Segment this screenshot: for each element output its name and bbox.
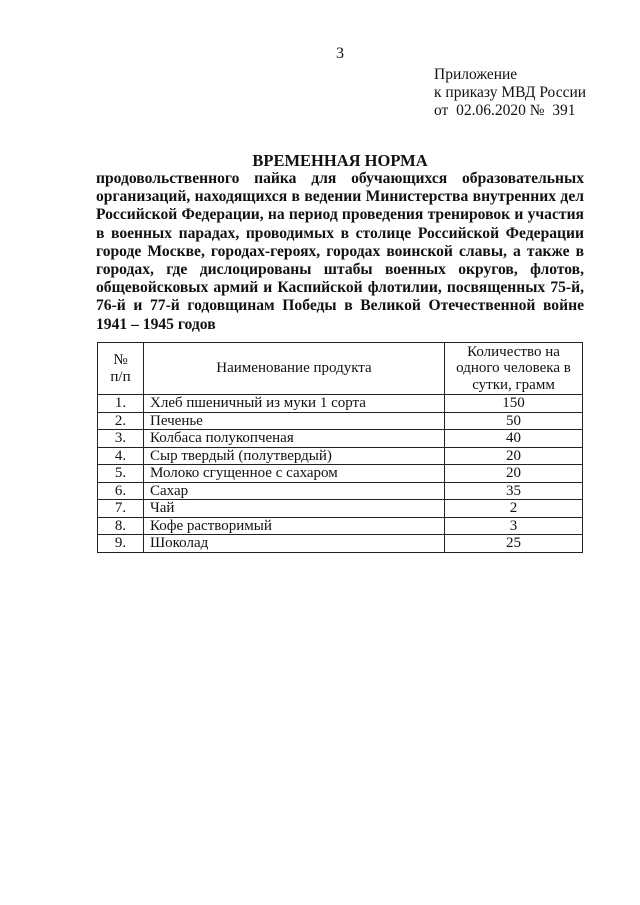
table-row — [98, 482, 583, 500]
table-row — [98, 395, 583, 413]
appendix-line-2: к приказу МВД России — [434, 84, 587, 101]
row-num: 6. — [98, 482, 144, 500]
header-name: Наименование продукта — [144, 343, 445, 395]
table-header-row — [98, 343, 583, 395]
document-subtitle — [96, 170, 584, 334]
row-name: Хлеб пшеничный из муки 1 сорта — [144, 395, 445, 413]
table-row — [98, 447, 583, 465]
row-qty: 20 — [445, 447, 583, 465]
row-num: 5. — [98, 465, 144, 483]
subtitle-last-line: 1941 – 1945 годов — [96, 315, 216, 333]
row-num: 9. — [98, 535, 144, 553]
header-qty: Количество на одного человека в сутки, грамм — [445, 343, 583, 395]
document-title: ВРЕМЕННАЯ НОРМА — [252, 151, 428, 170]
page-number: 3 — [336, 45, 344, 62]
row-name: Молоко сгущенное с сахаром — [144, 465, 445, 483]
row-qty: 2 — [445, 500, 583, 518]
row-name: Сыр твердый (полутвердый) — [144, 447, 445, 465]
row-qty: 20 — [445, 465, 583, 483]
row-qty: 40 — [445, 430, 583, 448]
table-row — [98, 465, 583, 483]
row-num: 1. — [98, 395, 144, 413]
appendix-line-1: Приложение — [434, 66, 518, 83]
row-name: Чай — [144, 500, 445, 518]
row-qty: 35 — [445, 482, 583, 500]
row-num: 7. — [98, 500, 144, 518]
appendix-line-3: от 02.06.2020 № 391 — [434, 102, 576, 119]
row-qty: 25 — [445, 535, 583, 553]
table-row — [98, 430, 583, 448]
table-row — [98, 500, 583, 518]
row-name: Шоколад — [144, 535, 445, 553]
row-qty: 150 — [445, 395, 583, 413]
table-row — [98, 535, 583, 553]
table-row — [98, 412, 583, 430]
row-name: Сахар — [144, 482, 445, 500]
ration-table — [97, 342, 583, 553]
row-qty: 50 — [445, 412, 583, 430]
row-num: 3. — [98, 430, 144, 448]
appendix-block — [434, 66, 586, 120]
row-qty: 3 — [445, 517, 583, 535]
subtitle-body: продовольственного пайка для обучающихся образовательных организаций, находящихся в ведении Министерства внутренних дел Российской Федерации, на период проведения тренировок и участия в военных парадах, проводимых в столице Российской Федерации городе Москве, городах-героях, городах воинской славы, а также в городах, где дислоцированы штабы военных округов, флотов, общевойсковых армий и Каспийской флотилии, посвященных 75-й, 76-й и 77-й годовщинам Победы в Великой Отечественной войне — [96, 170, 584, 315]
header-num: № п/п — [98, 343, 144, 395]
row-num: 8. — [98, 517, 144, 535]
row-num: 4. — [98, 447, 144, 465]
row-name: Кофе растворимый — [144, 517, 445, 535]
row-name: Печенье — [144, 412, 445, 430]
table-row — [98, 517, 583, 535]
row-name: Колбаса полукопченая — [144, 430, 445, 448]
row-num: 2. — [98, 412, 144, 430]
